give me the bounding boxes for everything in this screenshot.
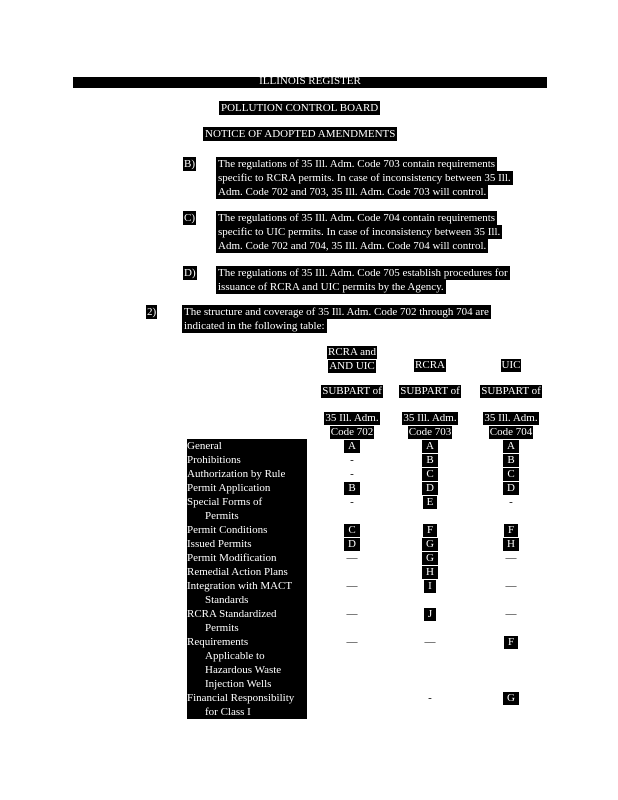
row-label: Permit Conditions [187,523,307,537]
table-cell: — [424,636,436,648]
table-cell: — [505,580,517,592]
table-cell: F [471,523,551,537]
row-label: Requirements Applicable to Hazardous Waste Injection Wells [187,635,307,691]
notice-title: NOTICE OF ADOPTED AMENDMENTS [205,128,396,140]
table-cell: J [390,607,470,621]
table-cell: F [390,523,470,537]
table-cell: H [471,537,551,551]
register-title: ILLINOIS REGISTER [259,75,361,87]
row-label: Financial Responsibility for Class I [187,691,307,719]
table-cell: — [346,608,358,620]
col-704-top: UIC [501,359,521,371]
table-cell: - [350,468,354,480]
table-cell: D [312,537,392,551]
table-cell: G [390,551,470,565]
row-label: Permit Application [187,481,307,495]
table-cell: C [390,467,470,481]
section-2-label: 2) [147,306,157,318]
item-d-label: D) [184,267,196,279]
table-cell: C [312,523,392,537]
row-label: Permit Modification [187,551,307,565]
row-label: Remedial Action Plans [187,565,307,579]
col-703-top: RCRA [415,359,445,371]
row-label: Issued Permits [187,537,307,551]
table-cell: B [390,453,470,467]
table-cell: - [509,496,513,508]
table-cell: B [312,481,392,495]
table-cell: - [350,496,354,508]
row-label: Special Forms of Permits [187,495,307,523]
table-cell: — [505,608,517,620]
col-704-subpart: SUBPART of [481,385,541,397]
table-cell: B [471,453,551,467]
table-cell: — [346,552,358,564]
board-title: POLLUTION CONTROL BOARD [221,102,379,114]
col-702-top: RCRA and AND UIC [328,346,376,372]
item-c-label: C) [184,212,195,224]
row-label: Prohibitions [187,453,307,467]
table-cell: H [390,565,470,579]
section-2-text: The structure and coverage of 35 Ill. Adm. Code 702 through 704 are indicated in the following table: [184,306,489,332]
table-cell: - [350,454,354,466]
item-d-text: The regulations of 35 Ill. Adm. Code 705 establish procedures for issuance of RCRA and UIC permits by the Agency. [218,267,508,293]
col-704-code: 35 Ill. Adm. Code 704 [484,412,538,438]
row-label: RCRA Standardized Permits [187,607,307,635]
table-cell: C [471,467,551,481]
item-c-text: The regulations of 35 Ill. Adm. Code 704 contain requirements specific to UIC permits. In case of inconsistency between 35 Ill. Adm. Code 702 and 704, 35 Ill. Adm. Code 704 will control. [218,212,501,252]
col-702-code: 35 Ill. Adm. Code 702 [325,412,379,438]
table-cell: F [471,635,551,649]
table-cell: A [312,439,392,453]
table-cell: - [428,692,432,704]
table-cell: — [346,580,358,592]
row-label: Integration with MACT Standards [187,579,307,607]
row-label: Authorization by Rule [187,467,307,481]
table-cell: A [471,439,551,453]
table-cell: — [505,552,517,564]
table-cell: I [390,579,470,593]
table-cell: E [390,495,470,509]
table-cell: — [346,636,358,648]
item-b-label: B) [184,158,195,170]
item-b-text: The regulations of 35 Ill. Adm. Code 703 contain requirements specific to RCRA permits. In case of inconsistency between 35 Ill. Adm. Code 702 and 703, 35 Ill. Adm. Code 703 will control. [218,158,511,198]
col-703-subpart: SUBPART of [400,385,460,397]
table-cell: G [471,691,551,705]
table-cell: A [390,439,470,453]
table-cell: D [471,481,551,495]
table-cell: D [390,481,470,495]
col-702-subpart: SUBPART of [322,385,382,397]
table-cell: G [390,537,470,551]
col-703-code: 35 Ill. Adm. Code 703 [403,412,457,438]
row-label: General [187,439,307,453]
